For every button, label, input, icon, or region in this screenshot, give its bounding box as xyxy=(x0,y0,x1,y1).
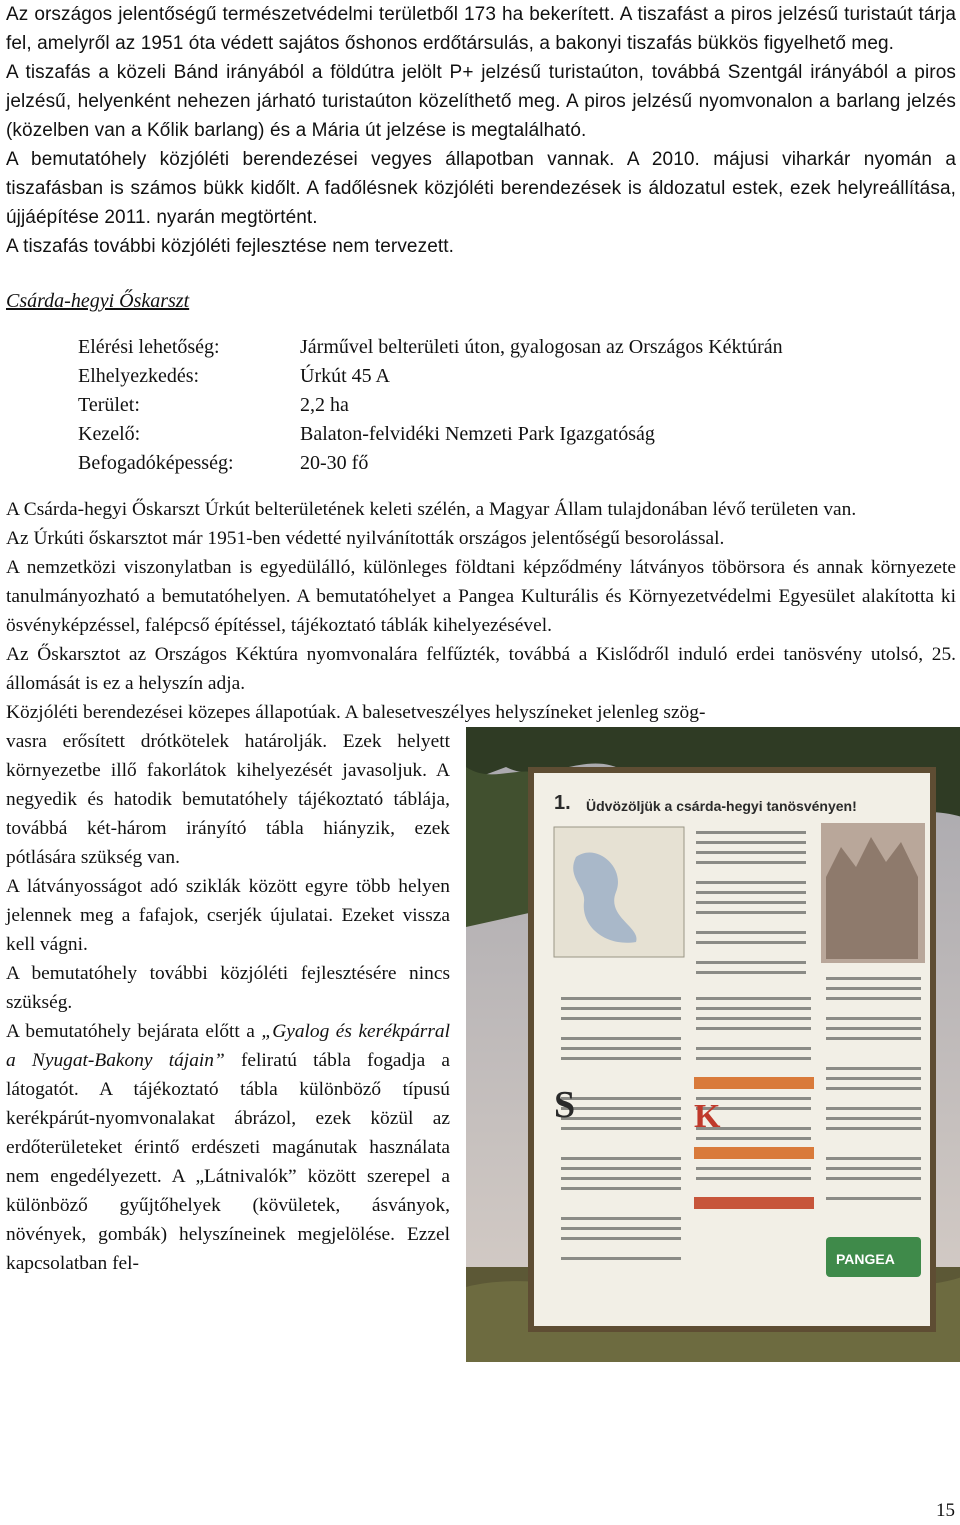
info-value: Úrkút 45 A xyxy=(300,365,390,387)
info-row xyxy=(78,362,956,391)
sign-title: „Gyalog és kerékpárral a Nyugat-Bakony tájain” xyxy=(6,1021,450,1071)
info-row xyxy=(78,391,956,420)
paragraph-text: feliratú tábla fogadja a látogatót. A tájékoztató tábla különböző típusú kerékpárút-nyomvonalakat ábrázol, ezek közül az erdőterületeket érintő erdészeti magánutak használata nem engedélyezett. A „Látnivalók” között szerepel a különböző gyűjtőhelyek (kövületek, ásványok, növények, gombák) helyszíneinek megjelölése. Ezzel kapcsolatban fel- xyxy=(6,1050,451,1274)
intro-section xyxy=(6,0,956,261)
section-heading: Csárda-hegyi Őskarszt xyxy=(6,290,190,312)
info-value: 20-30 fő xyxy=(300,452,369,474)
paragraph: A látványosságot adó sziklák között egyre több helyen jelennek meg a fafajok, cserjék újulatai. Ezeket vissza kell vágni. xyxy=(6,876,450,955)
main-section xyxy=(6,495,956,1278)
info-label: Elhelyezkedés: xyxy=(78,365,200,387)
paragraph: Az országos jelentőségű természetvédelmi területből 173 ha bekerített. A tiszafást a piros jelzésű turistaút tárja fel, amelyről az 1951 óta védett sajátos őshonos erdőtársulás, a bakonyi tiszafás bükkös figyelhető meg. xyxy=(6,4,956,54)
photo-board-letter: K xyxy=(694,1098,721,1135)
paragraph-text: A bemutatóhely bejárata előtt a xyxy=(6,1021,262,1042)
info-label: Befogadóképesség: xyxy=(78,452,234,474)
paragraph: A tiszafás további közjóléti fejlesztése nem tervezett. xyxy=(6,236,454,257)
photo-board-logo-text: PANGEA xyxy=(836,1251,895,1267)
paragraph: Az Úrkúti őskarsztot már 1951-ben védetté nyilvánították országos jelentőségű besorolással. xyxy=(6,528,725,549)
paragraph: vasra erősített drótkötelek határolják. Ezek helyett környezetbe illő fakorlátok kihelyezését javasoljuk. A negyedik és hatodik bemutatóhely tájékoztató táblája, továbbá két-három irányító tábla hiányzik, ezek pótlására szükség van. xyxy=(6,731,450,868)
paragraph: Az Őskarsztot az Országos Kéktúra nyomvonalára felfűzték, továbbá a Kislődről induló erdei tanösvény utolsó, 25. állomását is ez a helyszín adja. xyxy=(6,644,956,694)
photo-board-red-box xyxy=(694,1197,814,1209)
info-value: Balaton-felvidéki Nemzeti Park Igazgatóság xyxy=(300,423,655,445)
paragraph: A bemutatóhely további közjóléti fejlesztésére nincs szükség. xyxy=(6,963,450,1013)
info-row xyxy=(78,333,956,362)
wrapped-text-block xyxy=(6,727,956,1278)
photo-board-rock-shape xyxy=(826,837,918,959)
photo-board-orange-box xyxy=(694,1077,814,1089)
info-table xyxy=(78,333,956,478)
info-label: Elérési lehetőség: xyxy=(78,336,220,358)
paragraph: A bemutatóhely közjóléti berendezései vegyes állapotban vannak. A 2010. májusi viharkár nyomán a tiszafásban is számos bükk kidőlt. A fadőlésnek közjóléti berendezések is áldozatul estek, ezek helyreállítása, újjáépítése 2011. nyarán megtörtént. xyxy=(6,149,956,228)
photo-board-orange-box xyxy=(694,1147,814,1159)
photo-svg xyxy=(466,727,960,1362)
photo-board-letter: S xyxy=(554,1084,576,1126)
tanosveny-board-photo xyxy=(466,727,960,1362)
document-page xyxy=(6,0,956,1362)
info-row xyxy=(78,449,956,478)
info-label: Kezelő: xyxy=(78,423,141,445)
photo-board-number: 1. xyxy=(554,792,571,814)
photo-board-title: Üdvözöljük a csárda-hegyi tanösvényen! xyxy=(586,798,857,814)
paragraph: A Csárda-hegyi Őskarszt Úrkút belterületének keleti szélén, a Magyar Állam tulajdonában lévő területen van. xyxy=(6,499,857,520)
info-value: Járművel belterületi úton, gyalogosan az Országos Kéktúrán xyxy=(300,336,783,358)
paragraph: A nemzetközi viszonylatban is egyedülálló, különleges földtani képződmény látványos töbörsora és annak környezete tanulmányozható a bemutatóhelyen. A bemutatóhelyet a Pangea Kulturális és Környezetvédelmi Egyesület alakította ki ösvényképzéssel, falépcső építéssel, tájékoztató táblák kihelyezésével. xyxy=(6,557,956,636)
info-value: 2,2 ha xyxy=(300,394,349,416)
info-label: Terület: xyxy=(78,394,140,416)
paragraph: Közjóléti berendezései közepes állapotúak. A balesetveszélyes helyszíneket jelenleg szög- xyxy=(6,702,706,723)
page-number: 15 xyxy=(936,1500,955,1521)
paragraph: A tiszafás a közeli Bánd irányából a földútra jelölt P+ jelzésű turistaúton, továbbá Szentgál irányából a piros jelzésű, helyenként nehezen járható turistaúton közelíthető meg. A piros jelzésű nyomvonalon a barlang jelzés (közelben van a Kőlik barlang) és a Mária út jelzése is megtalálható. xyxy=(6,62,956,141)
info-row xyxy=(78,420,956,449)
